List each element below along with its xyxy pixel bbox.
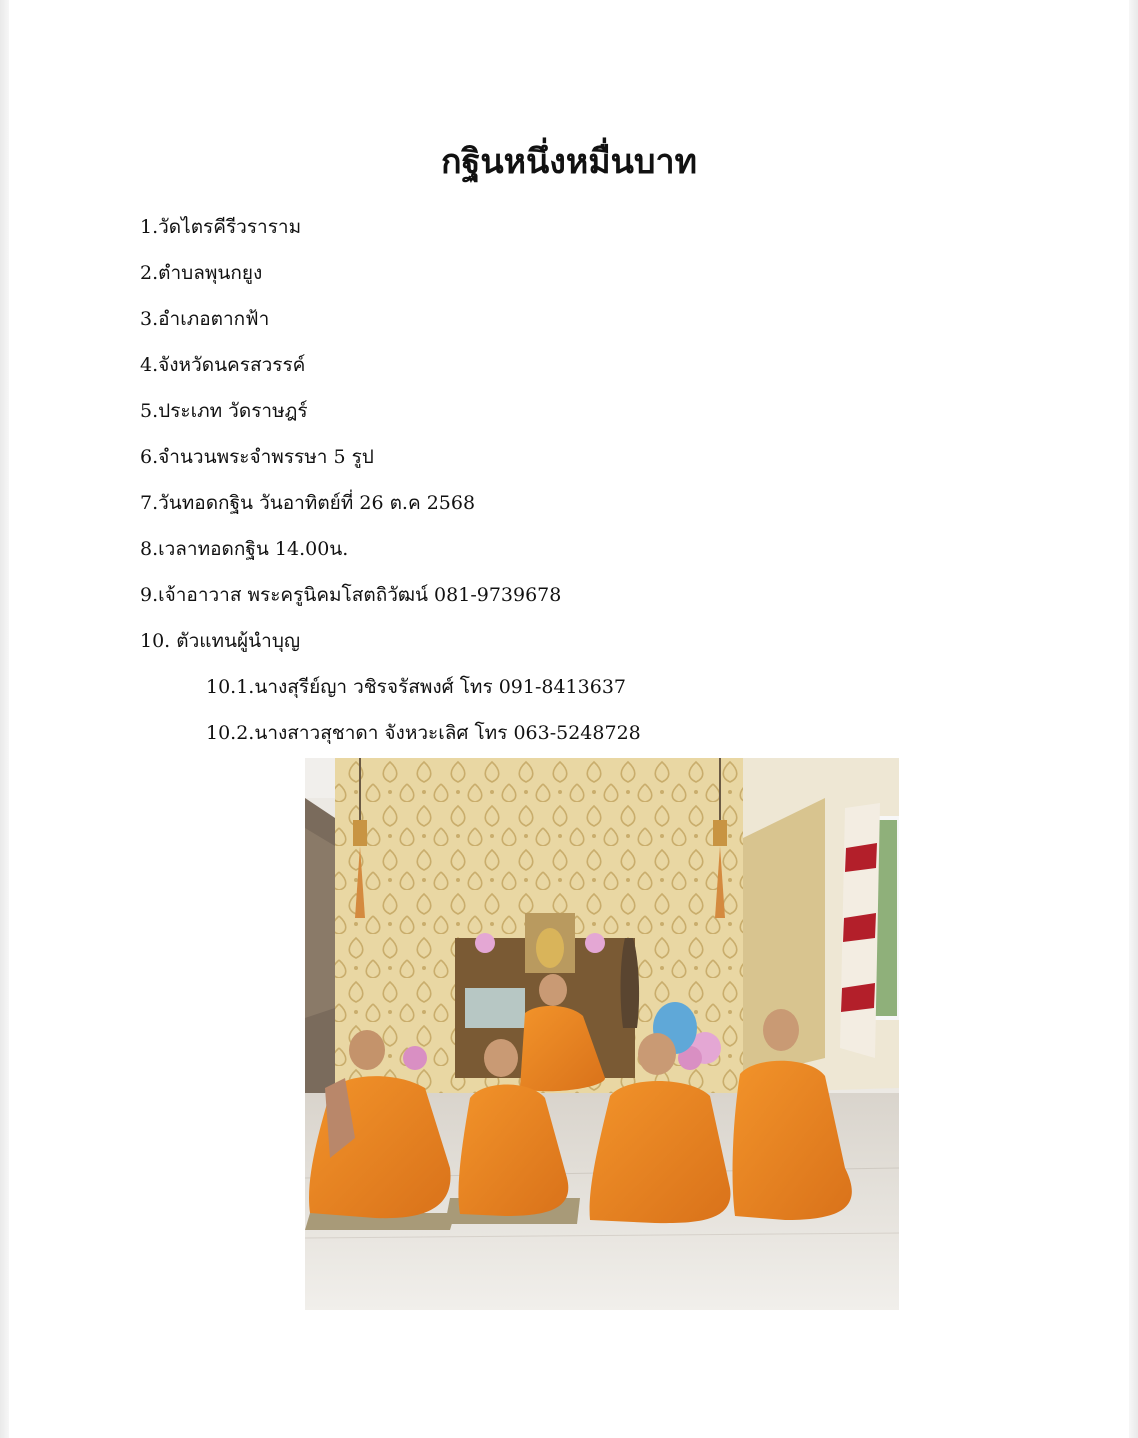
list-item-date: 7.วันทอดกฐิน วันอาทิตย์ที่ 26 ต.ค 2568 bbox=[140, 492, 476, 514]
list-item-representatives: 10. ตัวแทนผู้นำบุญ bbox=[140, 630, 301, 652]
sub-item-representative-2: 10.2.นางสาวสุชาดา จังหวะเลิศ โทร 063-5248728 bbox=[206, 722, 641, 744]
list-item-abbot: 9.เจ้าอาวาส พระครูนิคมโสตถิวัฒน์ 081-9739678 bbox=[140, 584, 562, 606]
list-item-monk-count: 6.จำนวนพระจำพรรษา 5 รูป bbox=[140, 446, 374, 468]
list-item-district: 3.อำเภอตากฟ้า bbox=[140, 308, 270, 330]
list-item-time: 8.เวลาทอดกฐิน 14.00น. bbox=[140, 538, 349, 560]
monks-photo bbox=[305, 758, 899, 1310]
document-title: กฐินหนึ่งหมื่นบาท bbox=[441, 142, 697, 182]
page-edge-left bbox=[0, 0, 9, 1438]
list-item-subdistrict: 2.ตำบลพุนกยูง bbox=[140, 262, 263, 284]
list-item-temple: 1.วัดไตรคีรีวราราม bbox=[140, 216, 302, 238]
sub-item-representative-1: 10.1.นางสุรีย์ญา วชิรจรัสพงศ์ โทร 091-8413637 bbox=[206, 676, 626, 698]
list-item-type: 5.ประเภท วัดราษฎร์ bbox=[140, 400, 308, 422]
page-edge-right bbox=[1129, 0, 1138, 1438]
list-item-province: 4.จังหวัดนครสวรรค์ bbox=[140, 354, 306, 376]
